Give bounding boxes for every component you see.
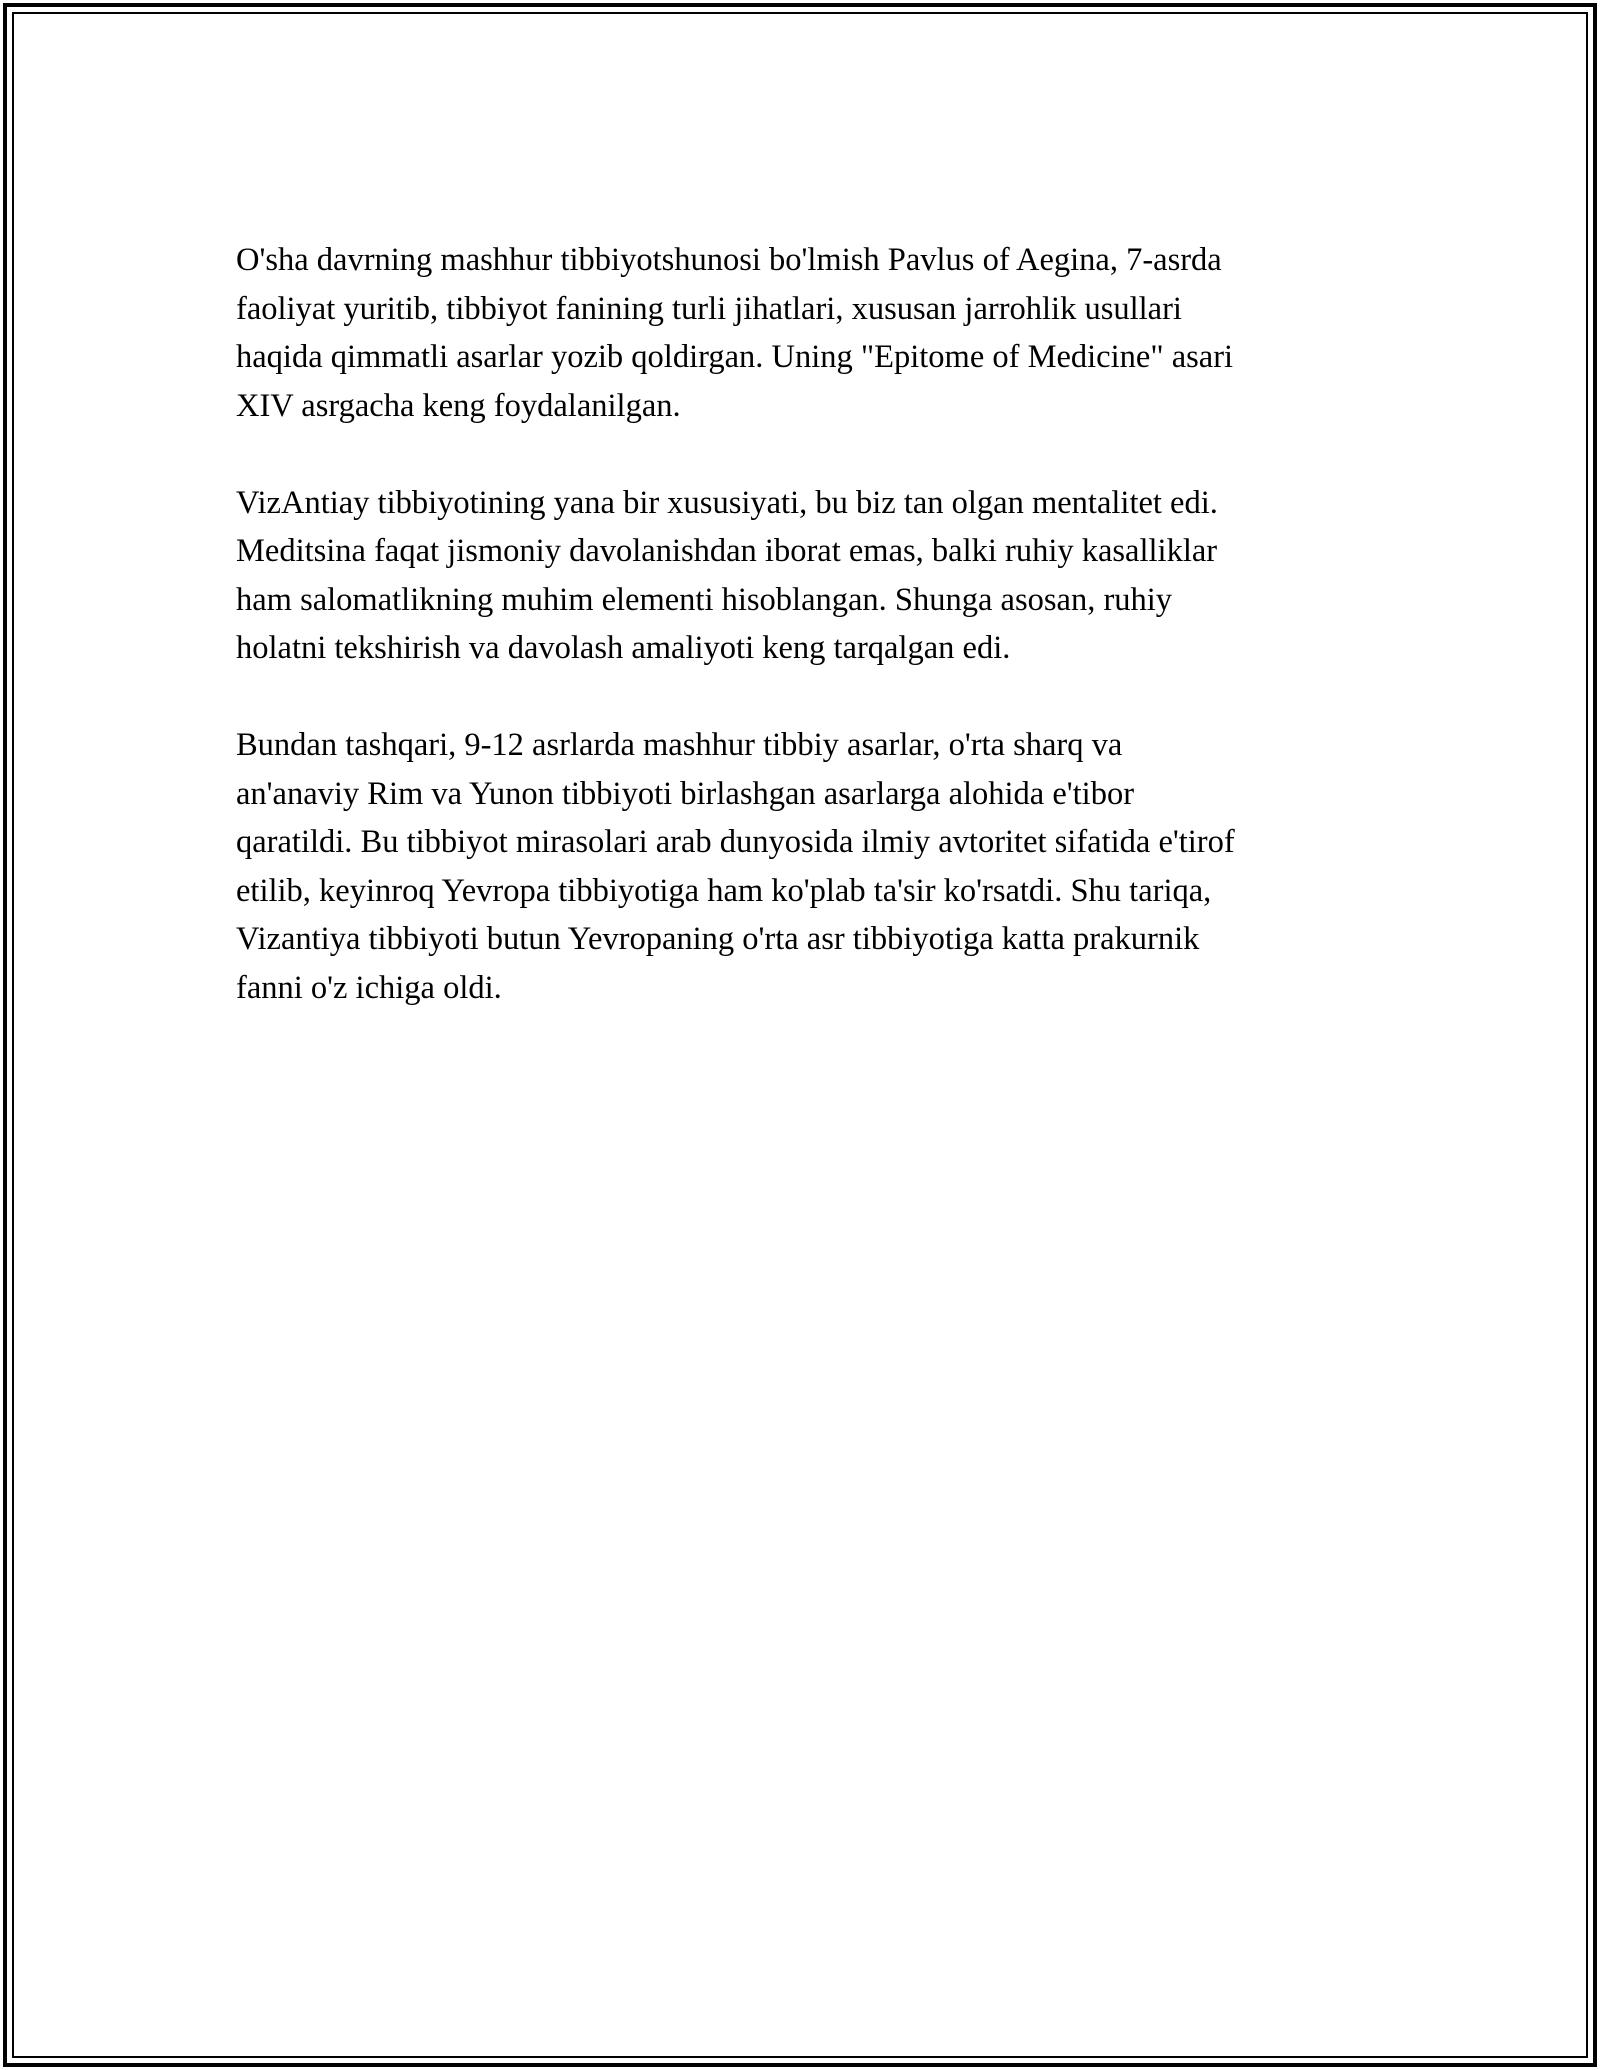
text-line: Vizantiya tibbiyoti butun Yevropaning o'rta asr tibbiyotiga katta prakurnik <box>236 921 1200 957</box>
paragraph-3 <box>236 721 1376 1012</box>
text-line: XIV asrgacha keng foydalanilgan. <box>236 387 681 424</box>
text-line: an'anaviy Rim va Yunon tibbiyoti birlashgan asarlarga alohida e'tibor <box>236 775 1135 812</box>
text-line: Meditsina faqat jismoniy davolanishdan iborat emas, balki ruhiy kasalliklar <box>236 533 1218 569</box>
text-line: O'sha davrning mashhur tibbiyotshunosi bo'lmish Pavlus of Aegina, 7-asrda <box>236 242 1222 278</box>
text-line: holatni tekshirish va davolash amaliyoti keng tarqalgan edi. <box>236 630 1011 666</box>
text-line: Bundan tashqari, 9-12 asrlarda mashhur tibbiy asarlar, o'rta sharq va <box>236 727 1123 763</box>
text-line: ham salomatlikning muhim elementi hisoblangan. Shunga asosan, ruhiy <box>236 581 1173 618</box>
text-line: haqida qimmatli asarlar yozib qoldirgan. Uning "Epitome of Medicine" asari <box>236 339 1234 375</box>
text-line: fanni o'z ichiga oldi. <box>236 969 502 1006</box>
text-line: etilib, keyinroq Yevropa tibbiyotiga ham ko'plab ta'sir ko'rsatdi. Shu tariqa, <box>236 872 1212 909</box>
paragraph-1 <box>236 236 1376 430</box>
paragraph-2 <box>236 479 1376 673</box>
text-line: faoliyat yuritib, tibbiyot fanining turli jihatlari, xususan jarrohlik usullari <box>236 290 1182 327</box>
text-line: qaratildi. Bu tibbiyot mirasolari arab dunyosida ilmiy avtoritet sifatida e'tirof <box>236 824 1235 860</box>
document-body <box>236 236 1376 1061</box>
text-line: VizAntiay tibbiyotining yana bir xususiyati, bu biz tan olgan mentalitet edi. <box>236 484 1218 521</box>
